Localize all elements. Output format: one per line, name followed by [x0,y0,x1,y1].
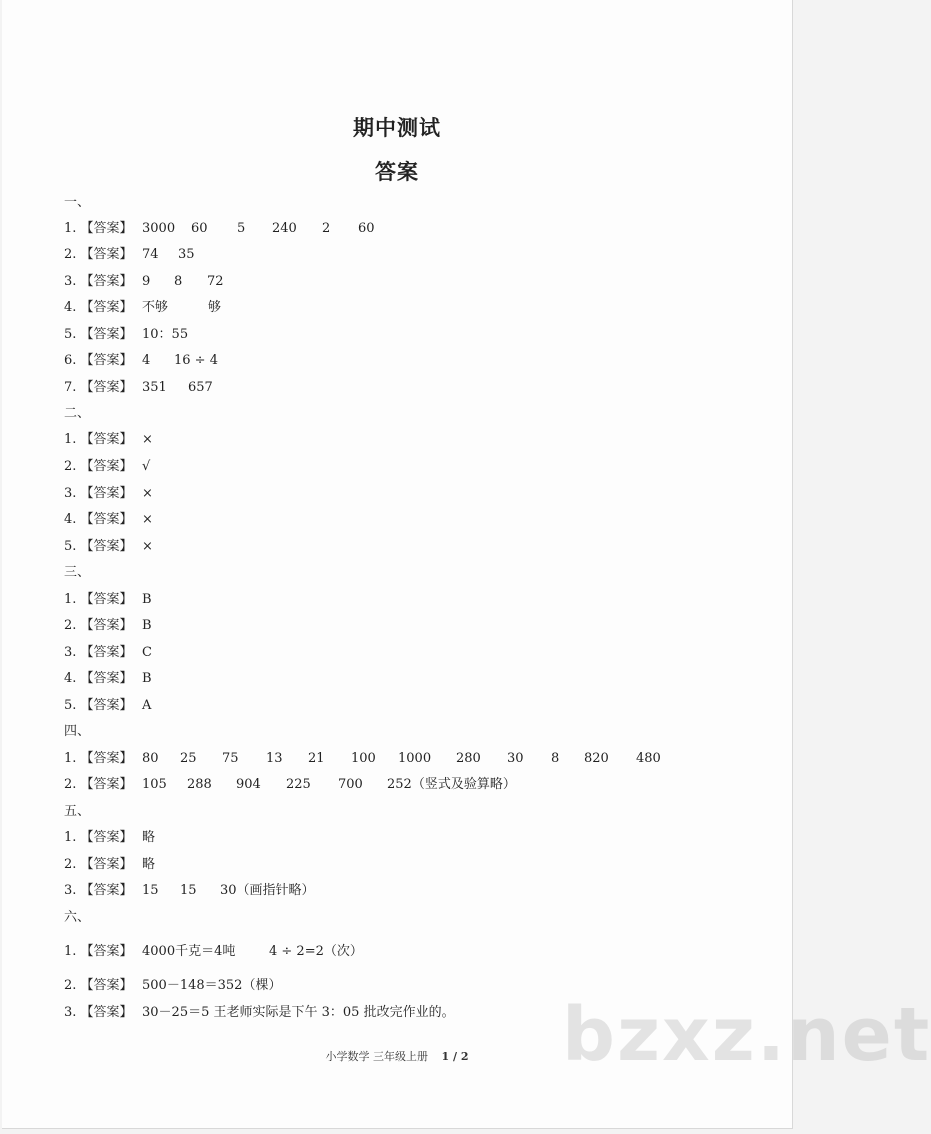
answer-tag: 【答案】 [80,380,133,395]
question-number: 2. [64,459,77,474]
section-heading-1: 一、 [64,195,91,210]
answer-value: × [142,432,153,447]
answer-line-1-4 [64,300,222,316]
answer-line-2-3 [64,486,153,502]
answer-line-3-1 [64,592,152,608]
question-number: 6. [64,353,77,368]
answer-value: C [142,645,152,660]
answer-value: 280 [456,751,481,766]
answer-value: 21 [308,751,325,766]
answer-line-3-5 [64,698,152,714]
answer-value: 13 [266,751,283,766]
answer-value: 8 [174,274,183,289]
answer-value: 105 [142,777,167,792]
document-page [2,0,931,1129]
answer-value: 60 [358,221,375,236]
answer-line-2-5 [64,539,153,555]
answer-value: B [142,592,152,607]
question-number: 3. [64,486,77,501]
answer-tag: 【答案】 [80,645,133,660]
answer-tag: 【答案】 [80,944,133,959]
answer-line-3-4 [64,671,152,687]
question-number: 4. [64,671,77,686]
question-number: 1. [64,221,77,236]
answer-value: 252（竖式及验算略） [387,777,516,792]
answer-value: 72 [207,274,224,289]
answer-value: × [142,539,153,554]
watermark: bzxz.net [562,992,931,1078]
answer-value: 657 [188,380,213,395]
answer-value: 30（画指针略） [220,883,315,898]
page-title: 期中测试 [353,115,441,140]
answer-value: 够 [208,300,222,315]
answer-tag: 【答案】 [80,512,133,527]
answer-value: 75 [222,751,239,766]
answer-tag: 【答案】 [80,671,133,686]
answer-tag: 【答案】 [80,353,133,368]
answer-line-4-2 [64,777,516,793]
page-number: 1 / 2 [441,1050,469,1063]
answer-line-5-1 [64,830,156,846]
answer-value: 3000 [142,221,176,236]
question-number: 1. [64,432,77,447]
answer-line-5-3 [64,883,315,899]
answer-tag: 【答案】 [80,592,133,607]
page-subtitle: 答案 [375,159,419,184]
answer-value: 5 [237,221,246,236]
answer-tag: 【答案】 [80,274,133,289]
answer-value: 4 ÷ 2=2（次） [269,944,363,959]
answer-tag: 【答案】 [80,459,133,474]
question-number: 1. [64,830,77,845]
question-number: 7. [64,380,77,395]
section-heading-5: 五、 [64,804,91,819]
answer-value: 15 [180,883,197,898]
answer-value: 700 [338,777,363,792]
answer-value: 25 [180,751,197,766]
answer-tag: 【答案】 [80,857,133,872]
answer-value: A [142,698,152,713]
answer-line-1-3 [64,274,224,290]
answer-line-6-1 [64,944,363,960]
answer-value: 480 [636,751,661,766]
answer-value: 9 [142,274,151,289]
question-number: 5. [64,698,77,713]
answer-value: 10：55 [142,327,189,342]
answer-value: 240 [272,221,297,236]
answer-tag: 【答案】 [80,751,133,766]
answer-value: 904 [236,777,261,792]
answer-line-4-1 [64,751,661,767]
question-number: 5. [64,327,77,342]
answer-tag: 【答案】 [80,777,133,792]
answer-line-6-2 [64,978,282,994]
question-number: 3. [64,274,77,289]
answer-tag: 【答案】 [80,300,133,315]
answer-value: 351 [142,380,167,395]
answer-value: 225 [286,777,311,792]
answer-value: × [142,512,153,527]
answer-value: 30 [507,751,524,766]
section-heading-6: 六、 [64,910,91,925]
answer-value: 74 [142,247,159,262]
footer-text: 小学数学 三年级上册 [325,1050,428,1063]
answer-value: 15 [142,883,159,898]
answer-value: 288 [187,777,212,792]
answer-line-5-2 [64,857,156,873]
answer-tag: 【答案】 [80,539,133,554]
answer-line-1-7 [64,380,213,396]
question-number: 2. [64,618,77,633]
answer-value: 4 [142,353,151,368]
answer-tag: 【答案】 [80,221,133,236]
answer-tag: 【答案】 [80,486,133,501]
answer-value: 略 [142,857,156,872]
question-number: 1. [64,944,77,959]
answer-tag: 【答案】 [80,327,133,342]
answer-tag: 【答案】 [80,618,133,633]
answer-line-2-2 [64,459,151,475]
question-number: 3. [64,883,77,898]
answer-value: 8 [551,751,560,766]
question-number: 4. [64,512,77,527]
answer-value: B [142,618,152,633]
question-number: 3. [64,645,77,660]
answer-value: 35 [178,247,195,262]
question-number: 2. [64,777,77,792]
answer-line-2-1 [64,432,153,448]
answer-value: 4000千克＝4吨 [142,944,236,959]
answer-line-1-1 [64,221,375,237]
question-number: 1. [64,751,77,766]
answer-tag: 【答案】 [80,432,133,447]
answer-value: 60 [191,221,208,236]
answer-value: 100 [351,751,376,766]
question-number: 1. [64,592,77,607]
answer-value: 500－148＝352（棵） [142,978,282,993]
answer-value: 不够 [142,300,169,315]
answer-value: 820 [584,751,609,766]
section-heading-2: 二、 [64,406,91,421]
section-heading-4: 四、 [64,724,91,739]
answer-line-1-6 [64,353,218,369]
answer-tag: 【答案】 [80,698,133,713]
question-number: 2. [64,247,77,262]
section-heading-3: 三、 [64,565,91,580]
question-number: 5. [64,539,77,554]
answer-tag: 【答案】 [80,1005,133,1020]
answer-value: × [142,486,153,501]
answer-value: 1000 [398,751,432,766]
answer-tag: 【答案】 [80,883,133,898]
page-footer [2,1048,792,1064]
answer-line-1-5 [64,327,189,343]
answer-line-2-4 [64,512,153,528]
answer-line-3-3 [64,645,152,661]
answer-tag: 【答案】 [80,830,133,845]
answer-line-1-2 [64,247,195,263]
question-number: 2. [64,857,77,872]
answer-value: 2 [322,221,331,236]
answer-line-3-2 [64,618,152,634]
answer-value: B [142,671,152,686]
answer-tag: 【答案】 [80,247,133,262]
question-number: 2. [64,978,77,993]
answer-line-6-3 [64,1005,455,1021]
answer-value: √ [142,459,151,474]
question-number: 4. [64,300,77,315]
answer-tag: 【答案】 [80,978,133,993]
question-number: 3. [64,1005,77,1020]
answer-value: 16 ÷ 4 [174,353,218,368]
answer-value: 30－25＝5 王老师实际是下午 3：05 批改完作业的。 [142,1005,455,1020]
answer-value: 略 [142,830,156,845]
answer-value: 80 [142,751,159,766]
